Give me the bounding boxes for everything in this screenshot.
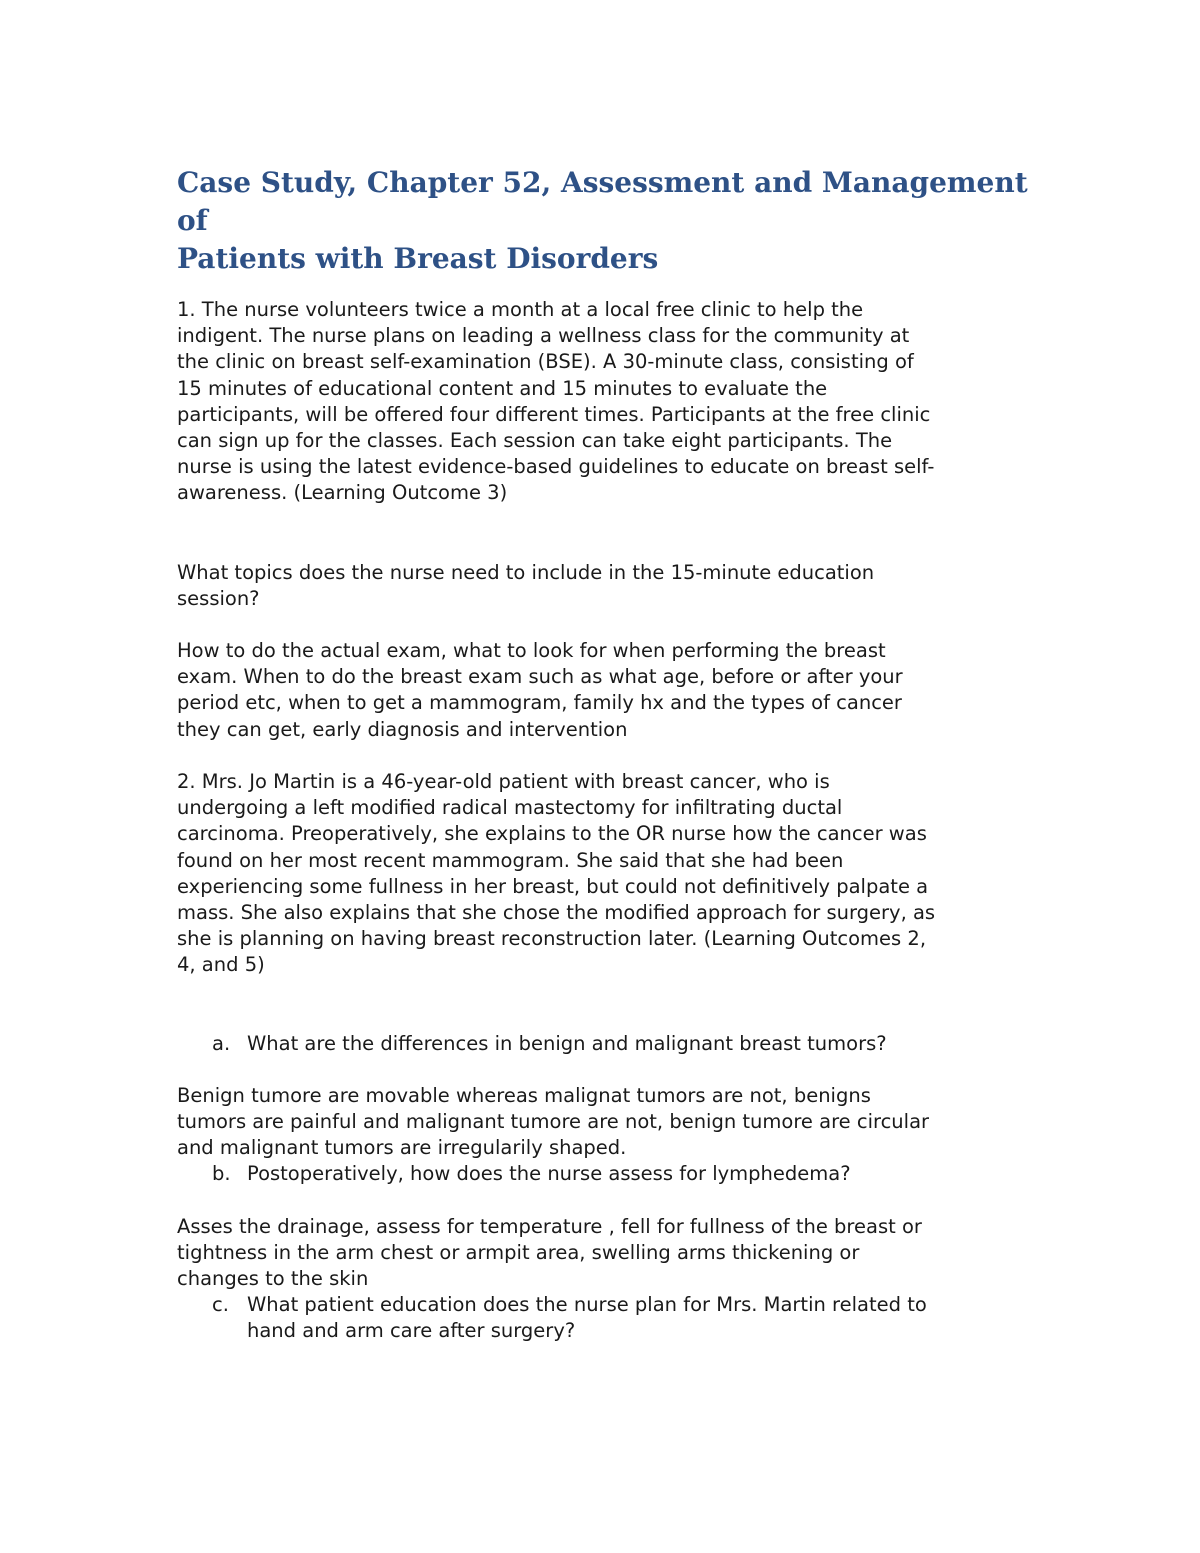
text-line: Benign tumore are movable whereas malignat tumors are not, benigns bbox=[177, 1084, 871, 1107]
text-line: nurse is using the latest evidence-based guidelines to educate on breast self- bbox=[177, 455, 935, 479]
text-line: they can get, early diagnosis and intervention bbox=[177, 717, 628, 741]
text-line: What patient education does the nurse plan for Mrs. Martin related to bbox=[247, 1293, 927, 1316]
text-line: the clinic on breast self-examination (BSE). A 30-minute class, consisting of bbox=[177, 350, 914, 374]
question-2-paragraph bbox=[177, 769, 1027, 979]
text-line: and malignant tumors are irregularily shaped. bbox=[177, 1136, 627, 1160]
text-line: hand and arm care after surgery? bbox=[247, 1319, 576, 1343]
sub-question-a-answer bbox=[177, 1083, 1027, 1162]
text-line: How to do the actual exam, what to look for when performing the breast bbox=[177, 639, 886, 662]
text-line: indigent. The nurse plans on leading a wellness class for the community at bbox=[177, 324, 910, 348]
question-1-prompt bbox=[177, 560, 1027, 612]
text-line: she is planning on having breast reconstruction later. (Learning Outcomes 2, bbox=[177, 927, 927, 951]
text-line: tumors are painful and malignant tumore are not, benign tumore are circular bbox=[177, 1110, 930, 1134]
text-line: Postoperatively, how does the nurse assess for lymphedema? bbox=[247, 1162, 851, 1185]
sub-question-b-answer bbox=[177, 1214, 1027, 1293]
text-line: can sign up for the classes. Each session can take eight participants. The bbox=[177, 429, 893, 453]
list-marker: b. bbox=[212, 1162, 231, 1185]
text-line: experiencing some fullness in her breast, but could not definitively palpate a bbox=[177, 874, 929, 898]
text-line: tightness in the arm chest or armpit area, swelling arms thickening or bbox=[177, 1241, 860, 1265]
document-title bbox=[177, 164, 1037, 278]
text-line: changes to the skin bbox=[177, 1267, 369, 1291]
sub-question-b bbox=[212, 1161, 1047, 1187]
text-line: found on her most recent mammogram. She said that she had been bbox=[177, 848, 844, 872]
text-line: What topics does the nurse need to include in the 15-minute education bbox=[177, 561, 875, 584]
text-line: exam. When to do the breast exam such as what age, before or after your bbox=[177, 665, 903, 689]
text-line: awareness. (Learning Outcome 3) bbox=[177, 481, 508, 505]
text-line: period etc, when to get a mammogram, family hx and the types of cancer bbox=[177, 691, 902, 715]
text-line: participants, will be offered four different times. Participants at the free clinic bbox=[177, 402, 931, 426]
list-marker: c. bbox=[212, 1293, 229, 1316]
sub-question-c bbox=[212, 1292, 1047, 1344]
text-line: 1. The nurse volunteers twice a month at a local free clinic to help the bbox=[177, 298, 864, 321]
text-line: session? bbox=[177, 587, 260, 611]
text-line: 4, and 5) bbox=[177, 953, 265, 977]
list-marker: a. bbox=[212, 1032, 231, 1055]
text-line: carcinoma. Preoperatively, she explains to the OR nurse how the cancer was bbox=[177, 822, 927, 846]
text-line: 2. Mrs. Jo Martin is a 46-year-old patient with breast cancer, who is bbox=[177, 770, 830, 793]
text-line: undergoing a left modified radical mastectomy for infiltrating ductal bbox=[177, 796, 843, 820]
question-1-paragraph bbox=[177, 297, 1027, 507]
text-line: Asses the drainage, assess for temperature , fell for fullness of the breast or bbox=[177, 1215, 922, 1238]
text-line: What are the differences in benign and malignant breast tumors? bbox=[247, 1032, 887, 1055]
text-line: mass. She also explains that she chose the modified approach for surgery, as bbox=[177, 901, 936, 925]
title-line: Patients with Breast Disorders bbox=[177, 242, 659, 275]
question-1-answer bbox=[177, 638, 1027, 743]
sub-question-a bbox=[212, 1031, 1047, 1057]
title-line: Case Study, Chapter 52, Assessment and Management of bbox=[177, 166, 1028, 237]
text-line: 15 minutes of educational content and 15 minutes to evaluate the bbox=[177, 376, 828, 400]
